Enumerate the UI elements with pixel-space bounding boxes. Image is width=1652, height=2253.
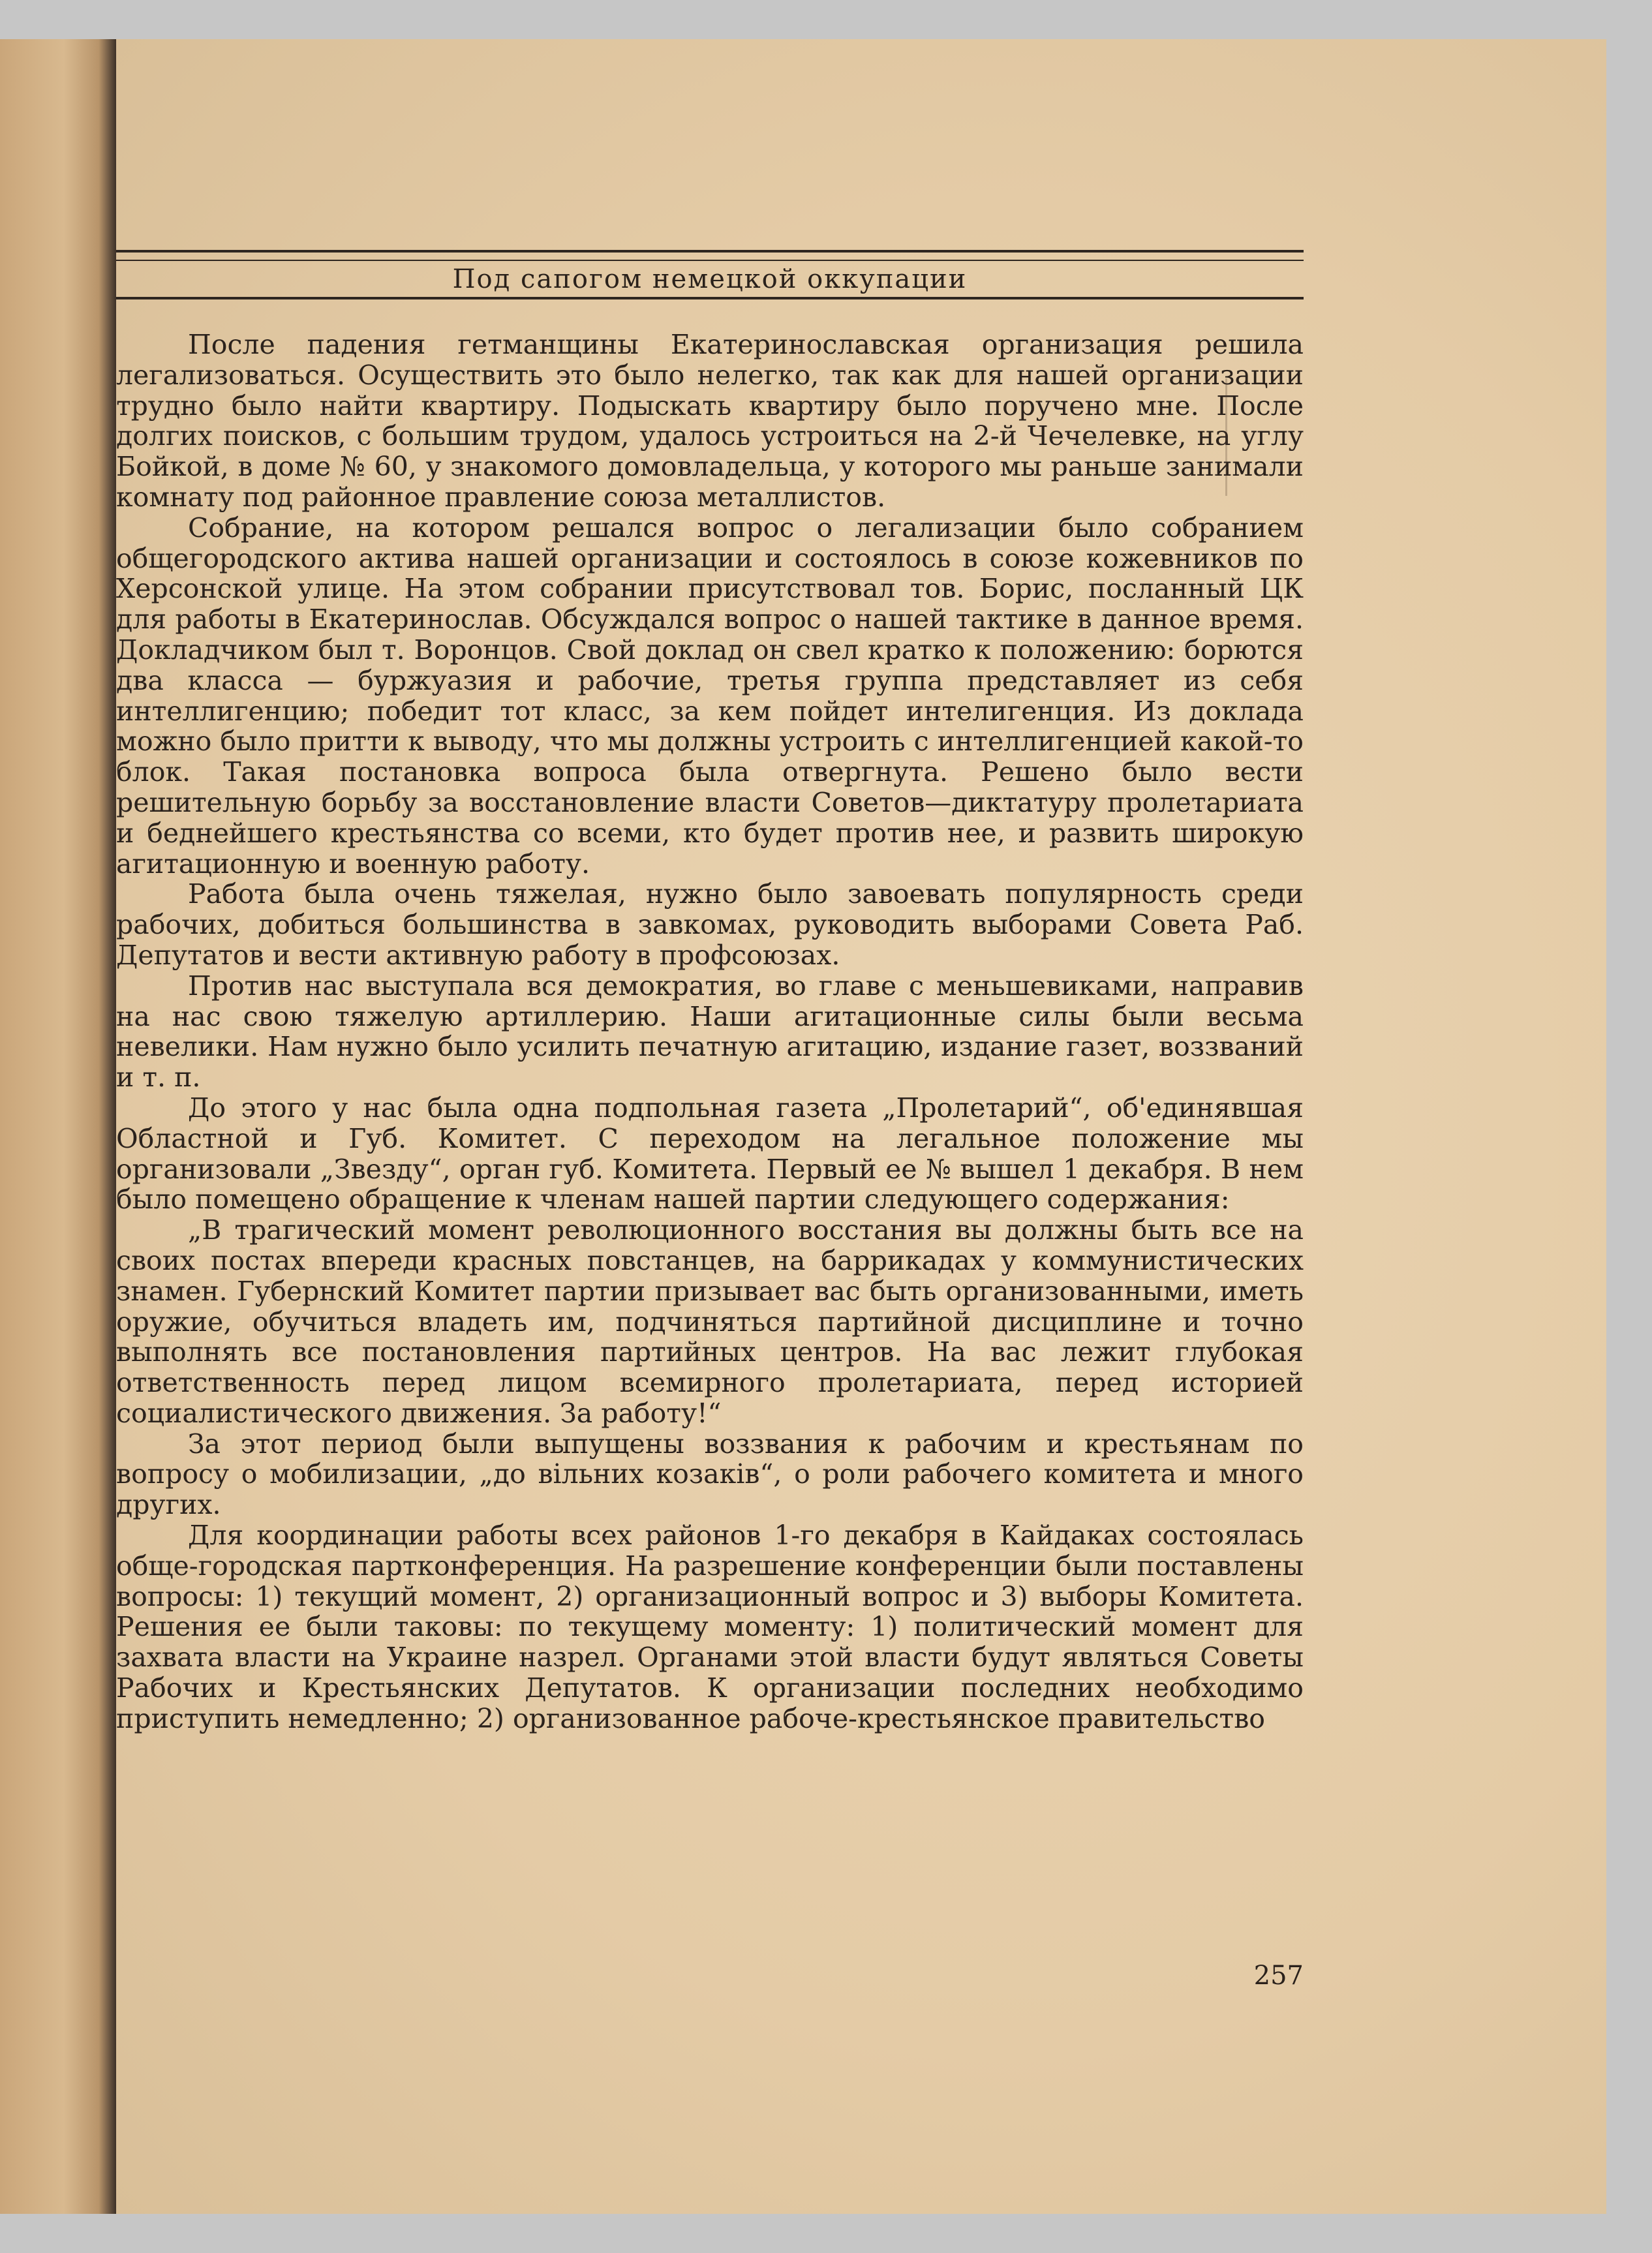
paragraph: Для координации работы всех районов 1-го декабря в Кайдаках состоялась обще-городская партконференция. На разрешение конференции были поставлены вопросы: 1) текущий момент, 2) организационный вопрос и 3) выборы Комитета. Решения ее были таковы: по текущему моменту: 1) политический момент для захвата власти на Украине назрел. Органами этой власти будут являться Советы Рабочих и Крестьянских Депутатов. К организации последних необходимо приступить немедленно; 2) организованное рабоче-крестьянское правительство bbox=[116, 1520, 1304, 1734]
body-text bbox=[116, 330, 1304, 1734]
book-binding bbox=[0, 39, 116, 2214]
paragraph: Работа была очень тяжелая, нужно было завоевать популярность среди рабочих, добиться большинства в завкомах, руководить выборами Совета Раб. Депутатов и вести активную работу в профсоюзах. bbox=[116, 878, 1304, 971]
page-number: 257 bbox=[1253, 1961, 1304, 1991]
paragraph: До этого у нас была одна подпольная газета „Пролетарий“, об'единявшая Областной и Губ. Комитет. С переходом на легальное положение мы организовали „Звезду“, орган губ. Комитета. Первый ее № вышел 1 декабря. В нем было помещено обращение к членам нашей партии следующего содержания: bbox=[116, 1092, 1304, 1216]
header-rule-bottom bbox=[116, 297, 1304, 299]
paragraph: Против нас выступала вся демократия, во главе с меньшевиками, направив на нас свою тяжелую артиллерию. Наши агитационные силы были весьма невелики. Нам нужно было усилить печатную агитацию, издание газет, воззваний и т. п. bbox=[116, 970, 1304, 1094]
paragraph: „В трагический момент революционного восстания вы должны быть все на своих постах впереди красных повстанцев, на баррикадах у коммунистических знамен. Губернский Комитет партии призывает вас быть организованными, иметь оружие, обучиться владеть им, подчиняться партийной дисциплине и точно выполнять все постановления партийных центров. На вас лежит глубокая ответственность перед лицом всемирного пролетариата, перед историей социалистического движения. За работу!“ bbox=[116, 1214, 1304, 1429]
paragraph: За этот период были выпущены воззвания к рабочим и крестьянам по вопросу о мобилизации, „до вільних козаків“, о роли рабочего комитета и много других. bbox=[116, 1428, 1304, 1521]
header-rule-top bbox=[116, 250, 1304, 253]
header-rule-thin bbox=[116, 260, 1304, 261]
margin-pencil-mark bbox=[1225, 378, 1227, 496]
scanned-page bbox=[0, 39, 1606, 2214]
paragraph: После падения гетманщины Екатеринославская организация решила легализоваться. Осуществить это было нелегко, так как для нашей организации трудно было найти квартиру. Подыскать квартиру было поручено мне. После долгих поисков, с большим трудом, удалось устроиться на 2-й Чечелевке, на углу Бойкой, в доме № 60, у знакомого домовладельца, у которого мы раньше занимали комнату под районное правление союза металлистов. bbox=[116, 329, 1304, 513]
paragraph: Собрание, на котором решался вопрос о легализации было собранием общегородского актива нашей организации и состоялось в союзе кожевников по Херсонской улице. На этом собрании присутствовал тов. Борис, посланный ЦК для работы в Екатеринослав. Обсуждался вопрос о нашей тактике в данное время. Докладчиком был т. Воронцов. Свой доклад он свел кратко к положению: борются два класса — буржуазия и рабочие, третья группа представляет из себя интеллигенцию; победит тот класс, за кем пойдет интелигенция. Из доклада можно было притти к выводу, что мы должны устроить с интеллигенцией какой-то блок. Такая постановка вопроса была отвергнута. Решено было вести решительную борьбу за восстановление власти Советов—диктатуру пролетариата и беднейшего крестьянства со всеми, кто будет против нее, и развить широкую агитационную и военную работу. bbox=[116, 512, 1304, 880]
page-surface bbox=[116, 39, 1606, 2214]
running-head: Под сапогом немецкой оккупации bbox=[452, 264, 968, 294]
